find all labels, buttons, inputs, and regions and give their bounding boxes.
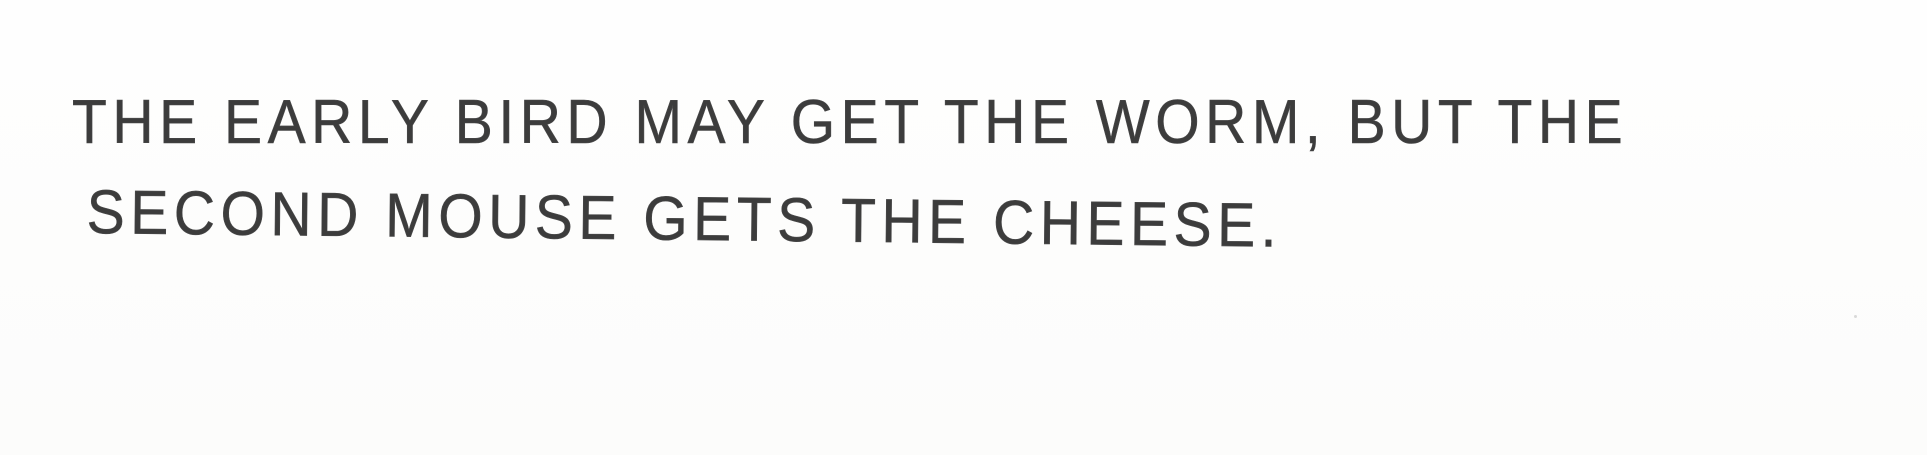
- paper-speck: [1854, 315, 1857, 318]
- handwritten-line-2: SECOND MOUSE GETS THE CHEESE.: [86, 178, 1283, 261]
- handwritten-text-block: [72, 88, 1710, 261]
- handwritten-line-1: THE EARLY BIRD MAY GET THE WORM, BUT THE: [72, 88, 1629, 157]
